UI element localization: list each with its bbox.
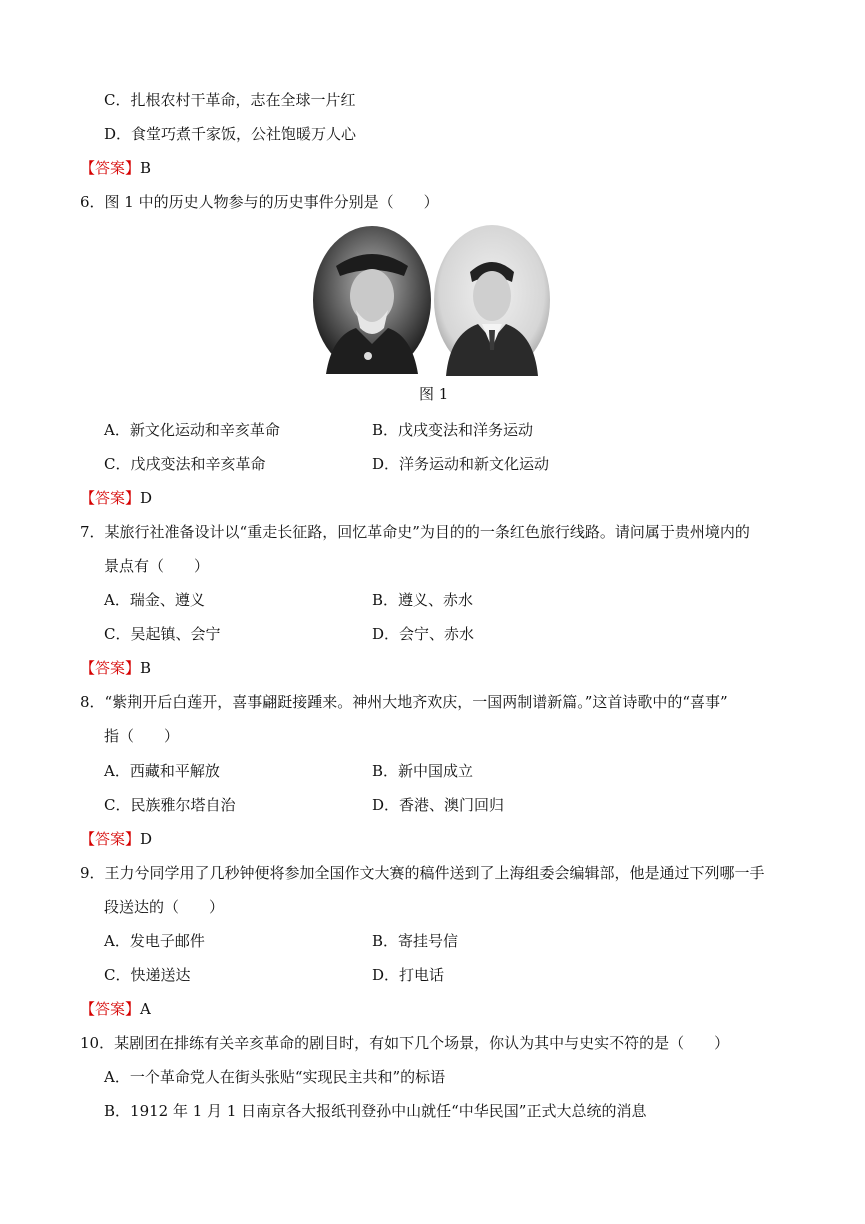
- answer-label: 【答案】: [80, 830, 141, 848]
- option-b: B．新中国成立: [372, 762, 474, 780]
- answer-label: 【答案】: [80, 659, 141, 677]
- figure-1-portraits: [312, 224, 552, 376]
- option-d: D．打电话: [372, 966, 445, 984]
- option-b: B．戊戌变法和洋务运动: [372, 421, 534, 439]
- question-8-stem-cont: 指（ ）: [104, 727, 180, 745]
- answer-value: B: [140, 659, 152, 677]
- figure-caption: 图 1: [419, 385, 449, 403]
- option-a: A．西藏和平解放: [104, 762, 220, 780]
- answer-value: B: [140, 159, 152, 177]
- question-7-stem-cont: 景点有（ ）: [104, 557, 210, 575]
- option-a: A．一个革命党人在街头张贴“实现民主共和”的标语: [104, 1068, 446, 1086]
- option-b: B．寄挂号信: [372, 932, 459, 950]
- option-d: D．食堂巧煮千家饭，公社饱暖万人心: [104, 125, 357, 143]
- answer-label: 【答案】: [80, 159, 141, 177]
- answer-line: [80, 488, 152, 508]
- portrait-right: [433, 224, 552, 376]
- question-9-stem-cont: 段送达的（ ）: [104, 898, 225, 916]
- answer-value: D: [140, 830, 153, 848]
- option-d: D．香港、澳门回归: [372, 796, 505, 814]
- option-a: A．发电子邮件: [104, 932, 205, 950]
- option-a: A．新文化运动和辛亥革命: [104, 421, 280, 439]
- answer-line: [80, 829, 152, 849]
- answer-line: [80, 158, 151, 178]
- answer-value: D: [140, 489, 153, 507]
- question-9-stem: 9．王力兮同学用了几秒钟便将参加全国作文大赛的稿件送到了上海组委会编辑部，他是通过下列哪一手: [80, 864, 765, 882]
- option-b: B．遵义、赤水: [372, 591, 474, 609]
- option-c: C．扎根农村干革命，志在全球一片红: [104, 91, 356, 109]
- option-d: D．洋务运动和新文化运动: [372, 455, 550, 473]
- portrait-left: [313, 226, 431, 374]
- answer-label: 【答案】: [80, 1000, 141, 1018]
- question-8-stem: 8．“紫荆开后白莲开，喜事翩跹接踵来。神州大地齐欢庆，一国两制谱新篇。”这首诗歌中的“喜事”: [80, 693, 728, 711]
- option-c: C．民族雅尔塔自治: [104, 796, 236, 814]
- option-b: B．1912 年 1 月 1 日南京各大报纸刊登孙中山就任“中华民国”正式大总统的消息: [104, 1102, 647, 1120]
- question-6-stem: 6．图 1 中的历史人物参与的历史事件分别是（ ）: [80, 193, 439, 211]
- option-d: D．会宁、赤水: [372, 625, 475, 643]
- answer-line: [80, 999, 151, 1019]
- answer-line: [80, 658, 151, 678]
- question-10-stem: 10．某剧团在排练有关辛亥革命的剧目时，有如下几个场景，你认为其中与史实不符的是（ ）: [80, 1034, 730, 1052]
- option-c: C．快递送达: [104, 966, 191, 984]
- answer-value: A: [140, 1000, 151, 1018]
- option-a: A．瑞金、遵义: [104, 591, 205, 609]
- option-c: C．吴起镇、会宁: [104, 625, 221, 643]
- answer-label: 【答案】: [80, 489, 141, 507]
- option-c: C．戊戌变法和辛亥革命: [104, 455, 266, 473]
- question-7-stem: 7．某旅行社准备设计以“重走长征路，回忆革命史”为目的的一条红色旅行线路。请问属于贵州境内的: [80, 523, 750, 541]
